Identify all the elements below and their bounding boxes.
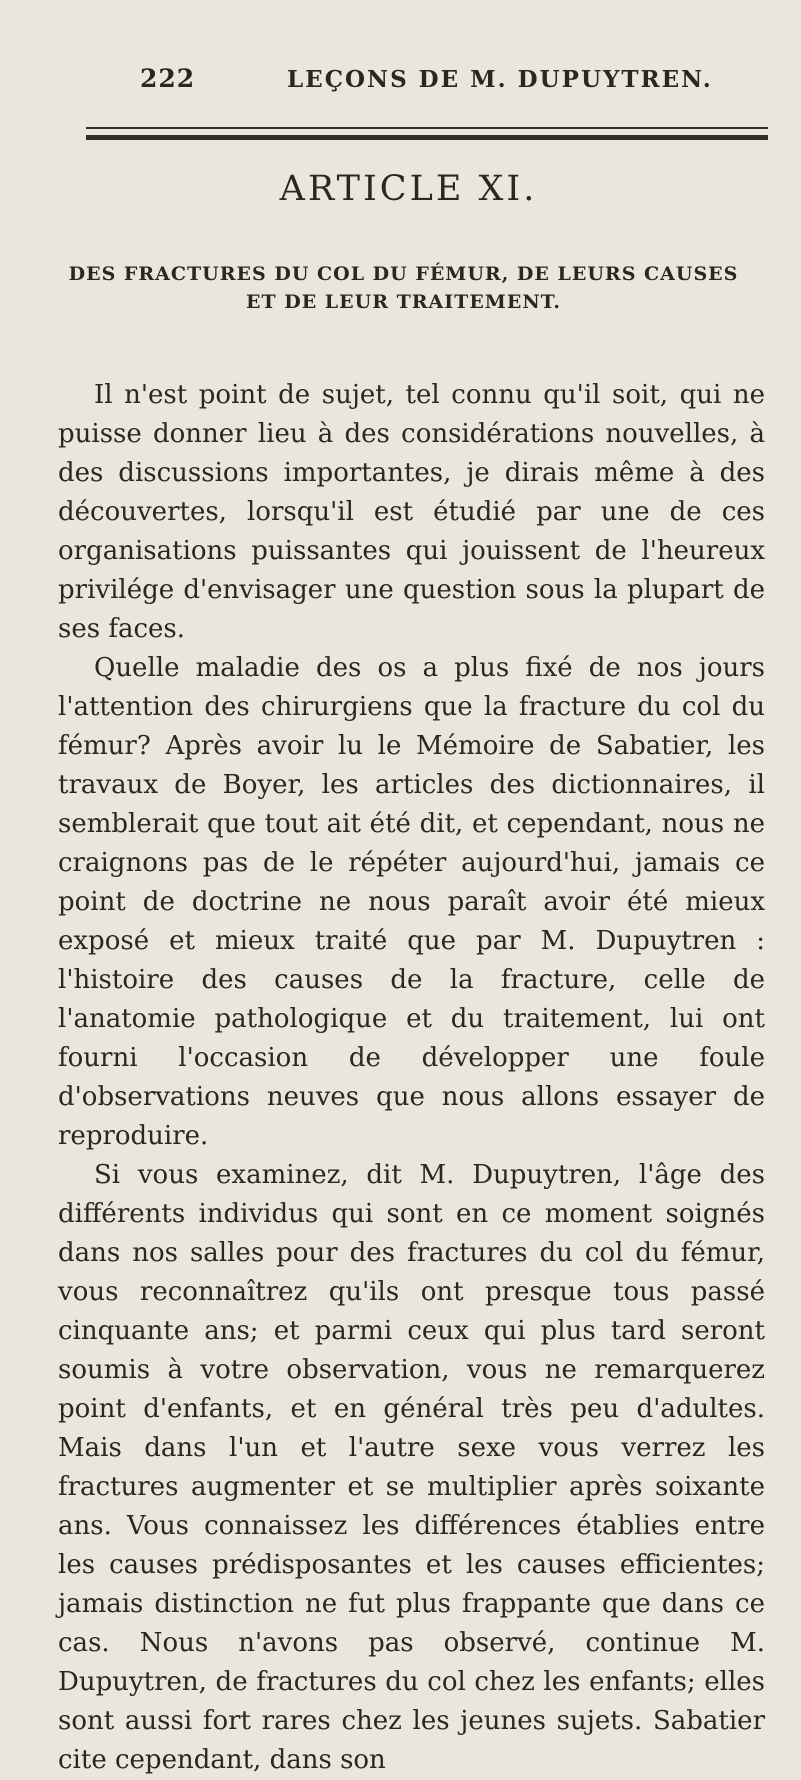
paragraph-2: Quelle maladie des os a plus fixé de nos jours l'attention des chirurgiens que la fracture du col du fémur? Après avoir lu le Mémoire de Sabatier, les travaux de Boyer, les articles des dictionnaires, il semblerait que tout ait été dit, et cependant, nous ne craignons pas de le répéter aujourd'hui, jamais ce point de doctrine ne nous paraît avoir été mieux exposé et mieux traité que par M. Dupuytren : l'histoire des causes de la fracture, celle de l'anatomie pathologique et du traitement, lui ont fourni l'occasion de développer une foule d'observations neuves que nous allons essayer de reproduire.: [58, 653, 765, 1151]
paragraph-3: Si vous examinez, dit M. Dupuytren, l'âge des différents individus qui sont en ce moment soignés dans nos salles pour des fractures du col du fémur, vous reconnaîtrez qu'ils ont presque tous passé cinquante ans; et parmi ceux qui plus tard seront soumis à votre observation, vous ne remarquerez point d'enfants, et en général très peu d'adultes. Mais dans l'un et l'autre sexe vous verrez les fractures augmenter et se multiplier après soixante ans. Vous connaissez les différences établies entre les causes prédisposantes et les causes efficientes; jamais distinction ne fut plus frappante que dans ce cas. Nous n'avons pas observé, continue M. Dupuytren, de fractures du col chez les enfants; elles sont aussi fort rares chez les jeunes sujets. Sabatier cite cependant, dans son: [58, 1160, 765, 1775]
header-rule-thick: [86, 135, 768, 140]
header-rule-thin: [86, 127, 768, 129]
section-heading-line-1: DES FRACTURES DU COL DU FÉMUR, DE LEURS CAUSES: [68, 263, 739, 285]
section-heading-line-2: ET DE LEUR TRAITEMENT.: [246, 291, 561, 313]
body-text: [58, 376, 765, 1780]
running-title: LEÇONS DE M. DUPUYTREN.: [287, 66, 713, 93]
page-number: 222: [140, 64, 196, 93]
paragraph-1: Il n'est point de sujet, tel connu qu'il soit, qui ne puisse donner lieu à des considérations nouvelles, à des discussions importantes, je dirais même à des découvertes, lorsqu'il est étudié par une de ces organisations puissantes qui jouissent de l'heureux privilége d'envisager une question sous la plupart de ses faces.: [58, 380, 765, 644]
running-head: [58, 0, 749, 112]
article-title: ARTICLE XI.: [279, 169, 538, 209]
section-heading: [58, 260, 749, 316]
